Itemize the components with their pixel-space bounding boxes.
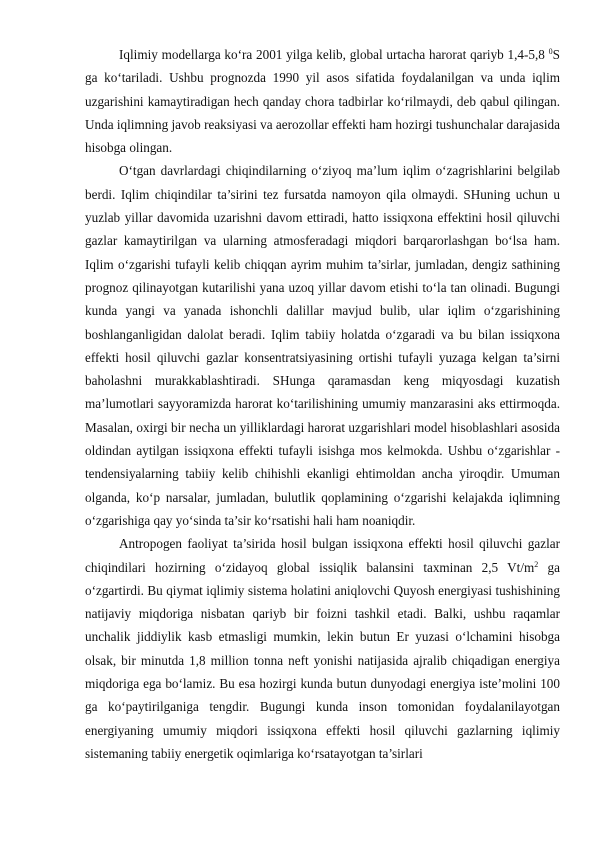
square-superscript: 2 [534, 559, 539, 569]
paragraph-past-emissions: O‘tgan davrlardagi chiqindilarning o‘ziyoq ma’lum iqlim o‘zagrishlarini belgilab berdi. Iqlim chiqindilar ta’sirini tez fursatda namoyon qila olmaydi. SHuning uchun u yuzlab yillar davomida uzarishni davom ettiradi, hatto issiqxona effektini hosil qiluvchi gazlar kamaytirilgan va ularning atmosferadagi miqdori barqarorlashgan bo‘lsa ham. Iqlim o‘zgarishi tufayli kelib chiqqan ayrim muhim ta’sirlar, jumladan, dengiz sathining prognoz qilinayotgan kutarilishi yana uzoq yillar davom etishi to‘la tan olinadi. Bugungi kunda yangi va yanada ishonchli dalillar mavjud bulib, ular iqlim o‘zgarishining boshlanganligidan dalolat beradi. Iqlim tabiiy holatda o‘zgaradi va bu bilan issiqxona effekti hosil qiluvchi gazlar konsentratsiyasining ortishi tufayli yuzaga kelgan ta’sirni baholashni murakkablashtiradi. SHunga qaramasdan keng miqyosdagi kuzatish ma’lumotlari sayyoramizda harorat ko‘tarilishining umumiy manzarasini aks ettirmoqda. Masalan, oxirgi bir necha un yilliklardagi harorat uzgarishlari model hisoblashlari asosida oldindan aytilgan issiqxona effekti tufayli isishga mos kelmokda. Ushbu o‘zgarishlar - tendensiyalarning tabiiy kelib chihishli ekanligi ehtimoldan ancha yiroqdir. Umuman olganda, ko‘p narsalar, jumladan, bulutlik qoplamining o‘zgarishi kelajakda iqlimning o‘zgarishiga qay yo‘sinda ta’sir ko‘rsatishi hali ham noaniqdir. [85, 163, 560, 528]
paragraph-text: S ga ko‘tariladi. Ushbu prognozda 1990 yil asos sifatida foydalanilgan va unda iqlim uzgarishini kamaytiradigan hech qanday chora tadbirlar ko‘rilmaydi, deb qabul qilingan. Unda iqlimning javob reaksiyasi va aerozollar effekti ham hozirgi tushunchalar darajasida hisobga olingan. [85, 47, 560, 156]
paragraph-text: Antropogen faoliyat ta’sirida hosil bulgan issiqxona effekti hosil qiluvchi gazlar chiqindilari hozirning o‘zidayoq global issiqlik balansini taxminan 2,5 Vt/m [85, 536, 560, 575]
document-page [85, 43, 560, 765]
paragraph-climate-models [85, 43, 560, 159]
paragraph-anthropogen-activity [85, 532, 560, 765]
paragraph-text: Iqlimiy modellarga ko‘ra 2001 yilga kelib, global urtacha harorat qariyb 1,4-5,8 [119, 47, 549, 62]
degree-superscript: 0 [548, 47, 553, 56]
paragraph-text: ga o‘zgartirdi. Bu qiymat iqlimiy sistema holatini aniqlovchi Quyosh energiyasi tushishining natijaviy miqdoriga nisbatan qariyb bir foizni tashkil etadi. Balki, ushbu raqamlar unchalik jiddiylik kasb etmasligi mumkin, lekin butun Er yuzasi o‘lchamini hisobga olsak, bir minutda 1,8 million tonna neft yonishi natijasida ajralib chiqadigan energiya miqdoriga ega bo‘lamiz. Bu esa hozirgi kunda butun dunyodagi energiya iste’molini 100 ga ko‘paytirilganiga tengdir. Bugungi kunda inson tomonidan foydalanilayotgan energiyaning umumiy miqdori issiqxona effekti hosil qiluvchi gazlarning iqlimiy sistemaning tabiiy energetik oqimlariga ko‘rsatayotgan ta’sirlari [85, 559, 560, 761]
